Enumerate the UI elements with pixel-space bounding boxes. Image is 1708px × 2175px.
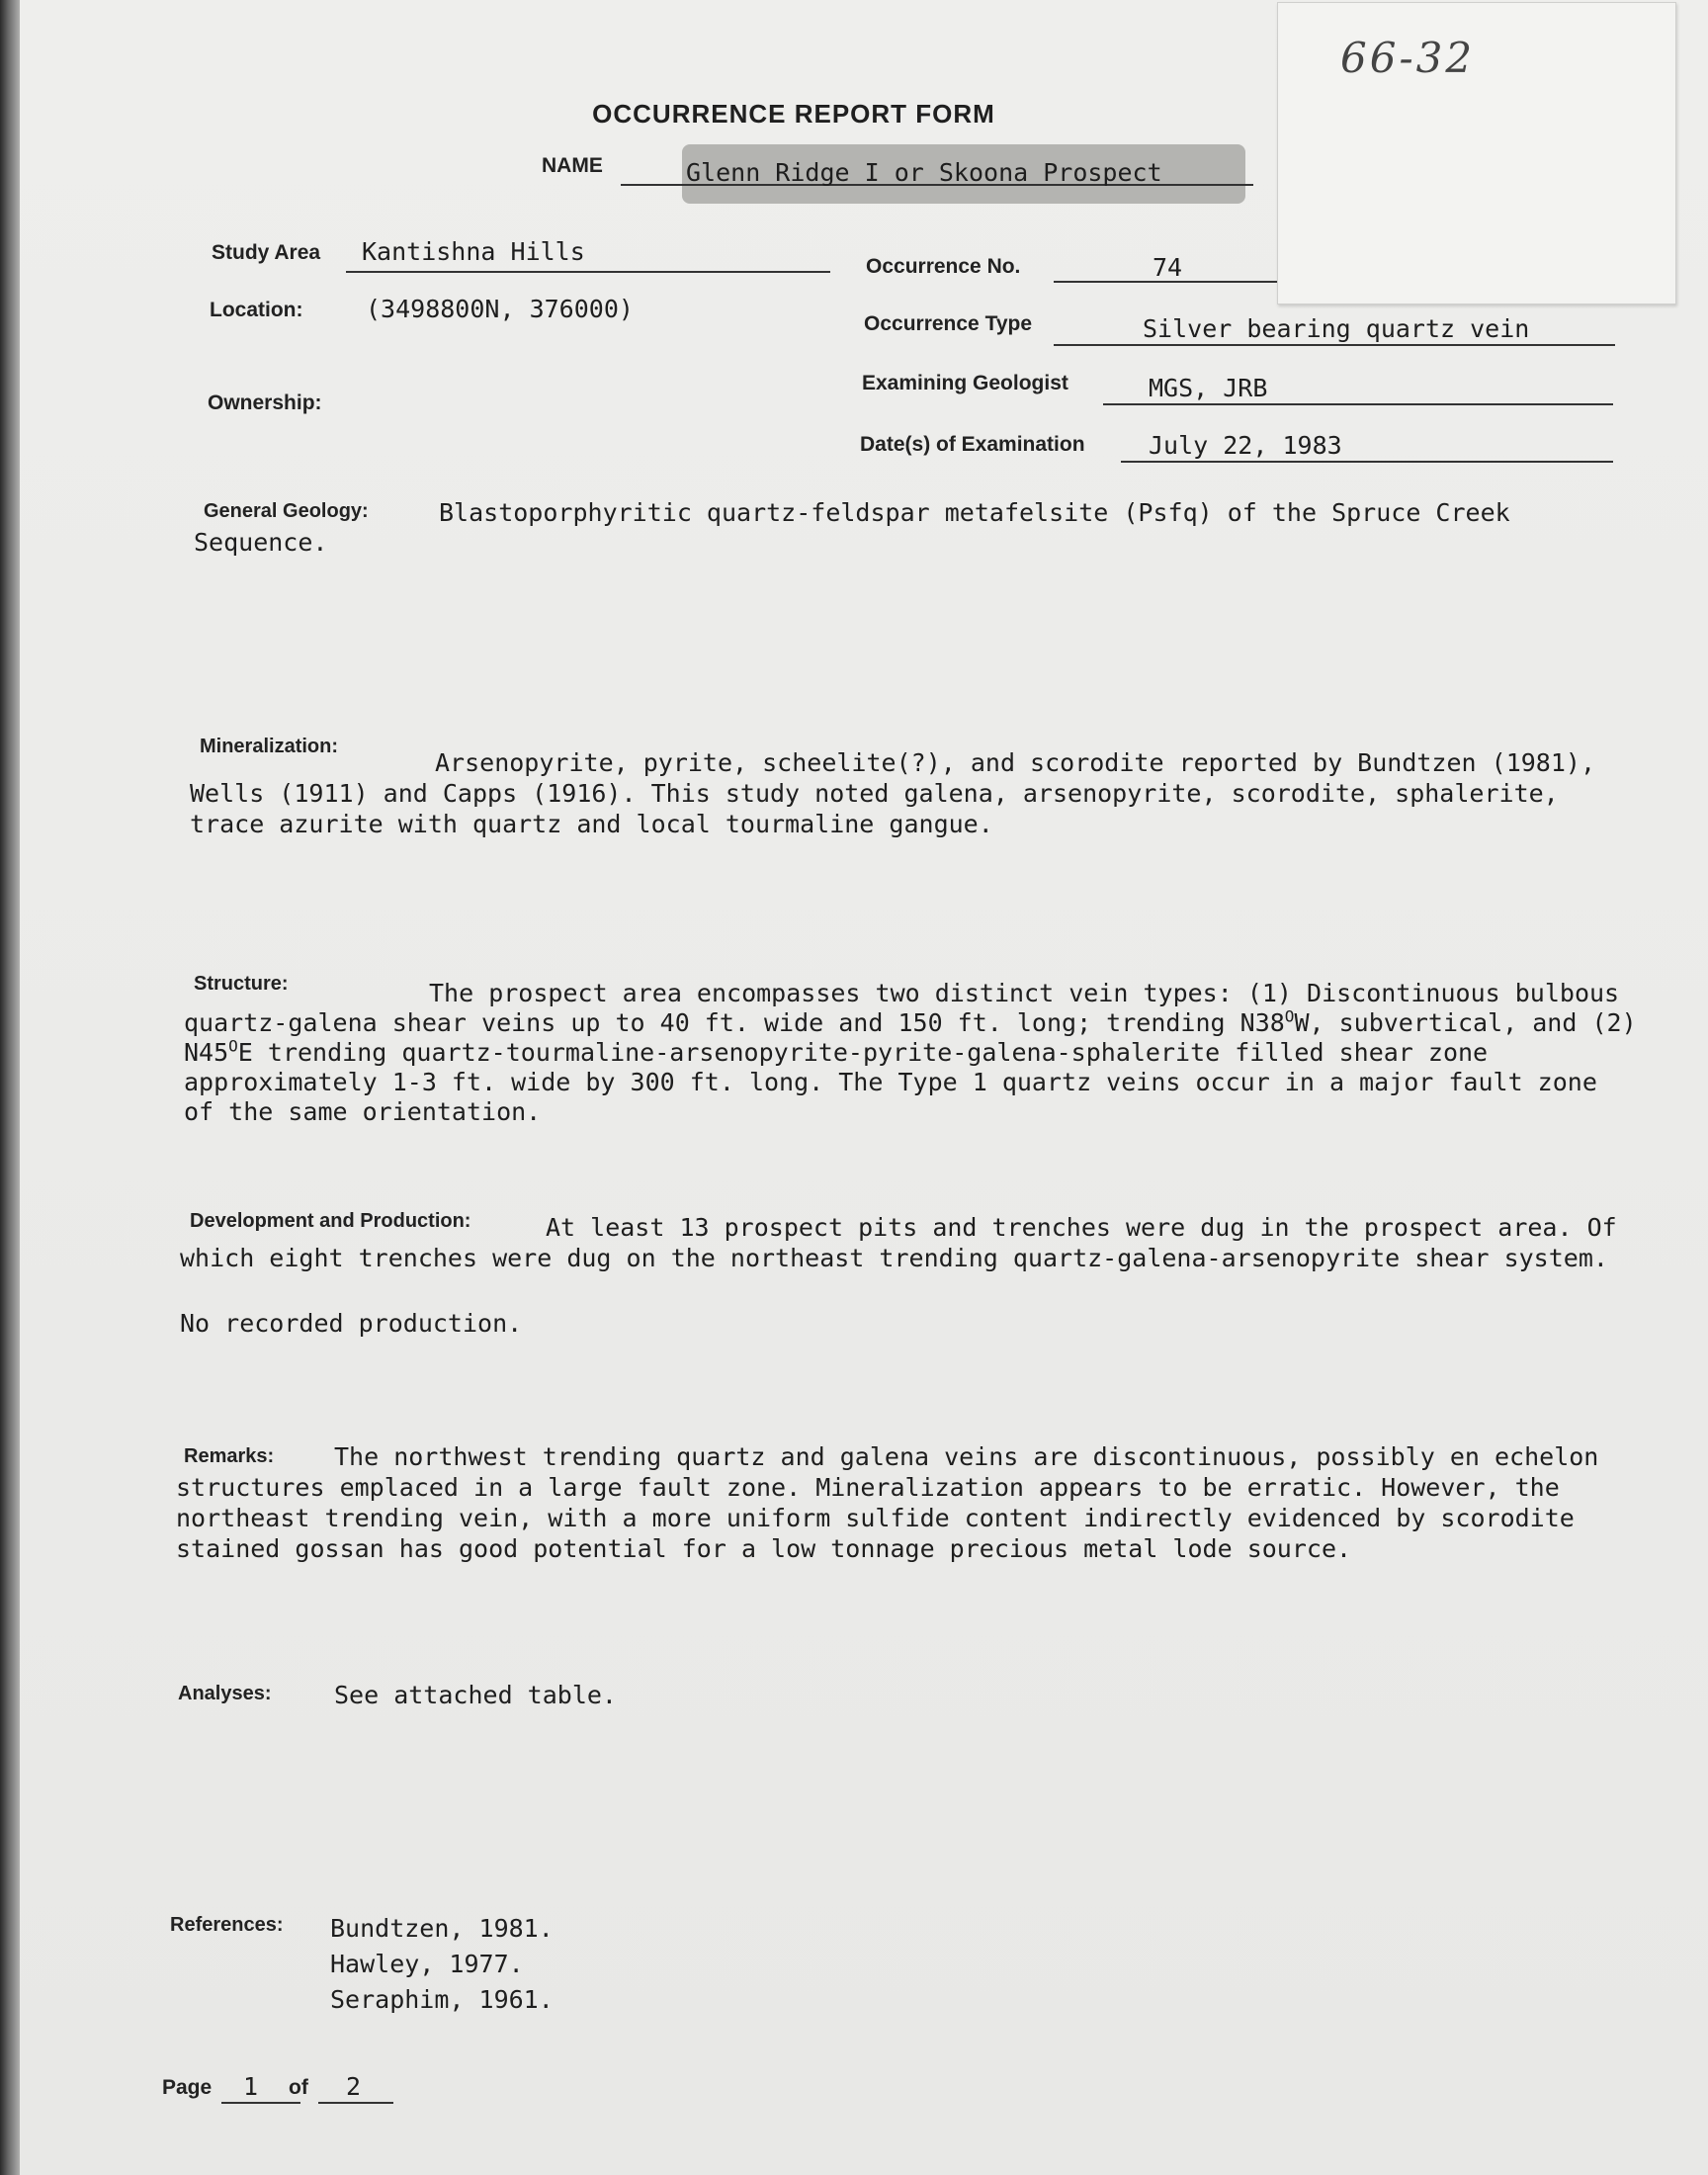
development-value: At least 13 prospect pits and trenches were dug in the prospect area. Of which eight trenches were dug on the northeast trending quartz-galena-arsenopyrite shear system. <box>180 1213 1617 1272</box>
mineralization-label: Mineralization: <box>200 736 339 757</box>
structure-text <box>184 979 1637 1127</box>
occurrence-type-label: Occurrence Type <box>864 312 1033 335</box>
exam-dates-underline <box>1121 461 1613 463</box>
page-number: 1 <box>243 2072 259 2101</box>
remarks-text <box>176 1441 1599 1564</box>
exam-dates-label: Date(s) of Examination <box>860 433 1085 456</box>
occurrence-no-value: 74 <box>1153 253 1183 282</box>
page-label: Page <box>162 2076 213 2099</box>
examining-geologist-label: Examining Geologist <box>862 372 1068 394</box>
structure-text-1: The prospect area encompasses two distinct vein types: (1) Discontinuous bulbous quartz-galena shear veins up to 40 ft. wide and 150 ft. long; trending N38 <box>184 979 1620 1037</box>
occurrence-no-label: Occurrence No. <box>866 255 1021 278</box>
reference-item: Bundtzen, 1981. <box>330 1914 554 1943</box>
scan-binding-edge <box>0 0 22 2175</box>
production-line: No recorded production. <box>180 1309 523 1338</box>
study-area-label: Study Area <box>212 241 321 264</box>
degree-symbol-1: O <box>1284 1006 1295 1026</box>
remarks-value: The northwest trending quartz and galena veins are discontinuous, possibly en echelon structures emplaced in a large fault zone. Mineralization appears to be erratic. However, the northeast trending vein, with a more uniform sulfide content indirectly evidenced by scorodite stained gossan has good potential for a low tonnage precious metal lode source. <box>176 1442 1599 1563</box>
name-label: NAME <box>542 154 603 177</box>
study-area-underline <box>346 271 830 273</box>
structure-text-2: W, subvertical, and (2) N45 <box>184 1008 1637 1067</box>
reference-item: Seraphim, 1961. <box>330 1985 554 2014</box>
ownership-label: Ownership: <box>208 392 322 414</box>
examining-geologist-underline <box>1103 403 1613 405</box>
name-value: Glenn Ridge I or Skoona Prospect <box>686 158 1162 187</box>
location-value: (3498800N, 376000) <box>366 295 634 323</box>
analyses-label: Analyses: <box>178 1683 272 1704</box>
general-geology-label: General Geology: <box>204 500 369 522</box>
total-underline <box>318 2102 393 2104</box>
occurrence-type-value: Silver bearing quartz vein <box>1143 314 1530 343</box>
study-area-value: Kantishna Hills <box>362 237 585 266</box>
page-total: 2 <box>346 2072 362 2101</box>
of-label: of <box>289 2076 308 2099</box>
analyses-value: See attached table. <box>334 1681 617 1709</box>
general-geology-value: Blastoporphyritic quartz-feldspar metafelsite (Psfq) of the Spruce Creek Sequence. <box>194 498 1510 557</box>
exam-dates-value: July 22, 1983 <box>1149 431 1342 460</box>
structure-label: Structure: <box>194 973 289 995</box>
references-label: References: <box>170 1914 284 1936</box>
mineralization-value: Arsenopyrite, pyrite, scheelite(?), and scorodite reported by Bundtzen (1981), Wells (1911) and Capps (1916). This study noted galena, arsenopyrite, scorodite, sphalerite, trace azurite with quartz and local tourmaline gangue. <box>190 748 1595 838</box>
structure-text-3: E trending quartz-tourmaline-arsenopyrite-pyrite-galena-sphalerite filled shear zone approximately 1-3 ft. wide by 300 ft. long. The Type 1 quartz veins occur in a major fault zone of the same orientation. <box>184 1038 1597 1126</box>
sticky-note <box>1277 2 1676 304</box>
form-title: OCCURRENCE REPORT FORM <box>592 99 995 129</box>
reference-item: Hawley, 1977. <box>330 1950 524 1978</box>
development-label: Development and Production: <box>190 1210 471 1232</box>
examining-geologist-value: MGS, JRB <box>1149 374 1268 402</box>
remarks-label: Remarks: <box>184 1445 275 1467</box>
file-code-handwritten: 66-32 <box>1340 34 1476 82</box>
location-label: Location: <box>210 299 303 321</box>
occurrence-type-underline <box>1054 344 1615 346</box>
mineralization-text <box>190 747 1613 839</box>
page-underline <box>221 2102 300 2104</box>
report-page <box>20 0 1708 2175</box>
development-text <box>180 1212 1633 1273</box>
degree-symbol-2: O <box>228 1036 238 1056</box>
general-geology-text <box>194 498 1558 558</box>
